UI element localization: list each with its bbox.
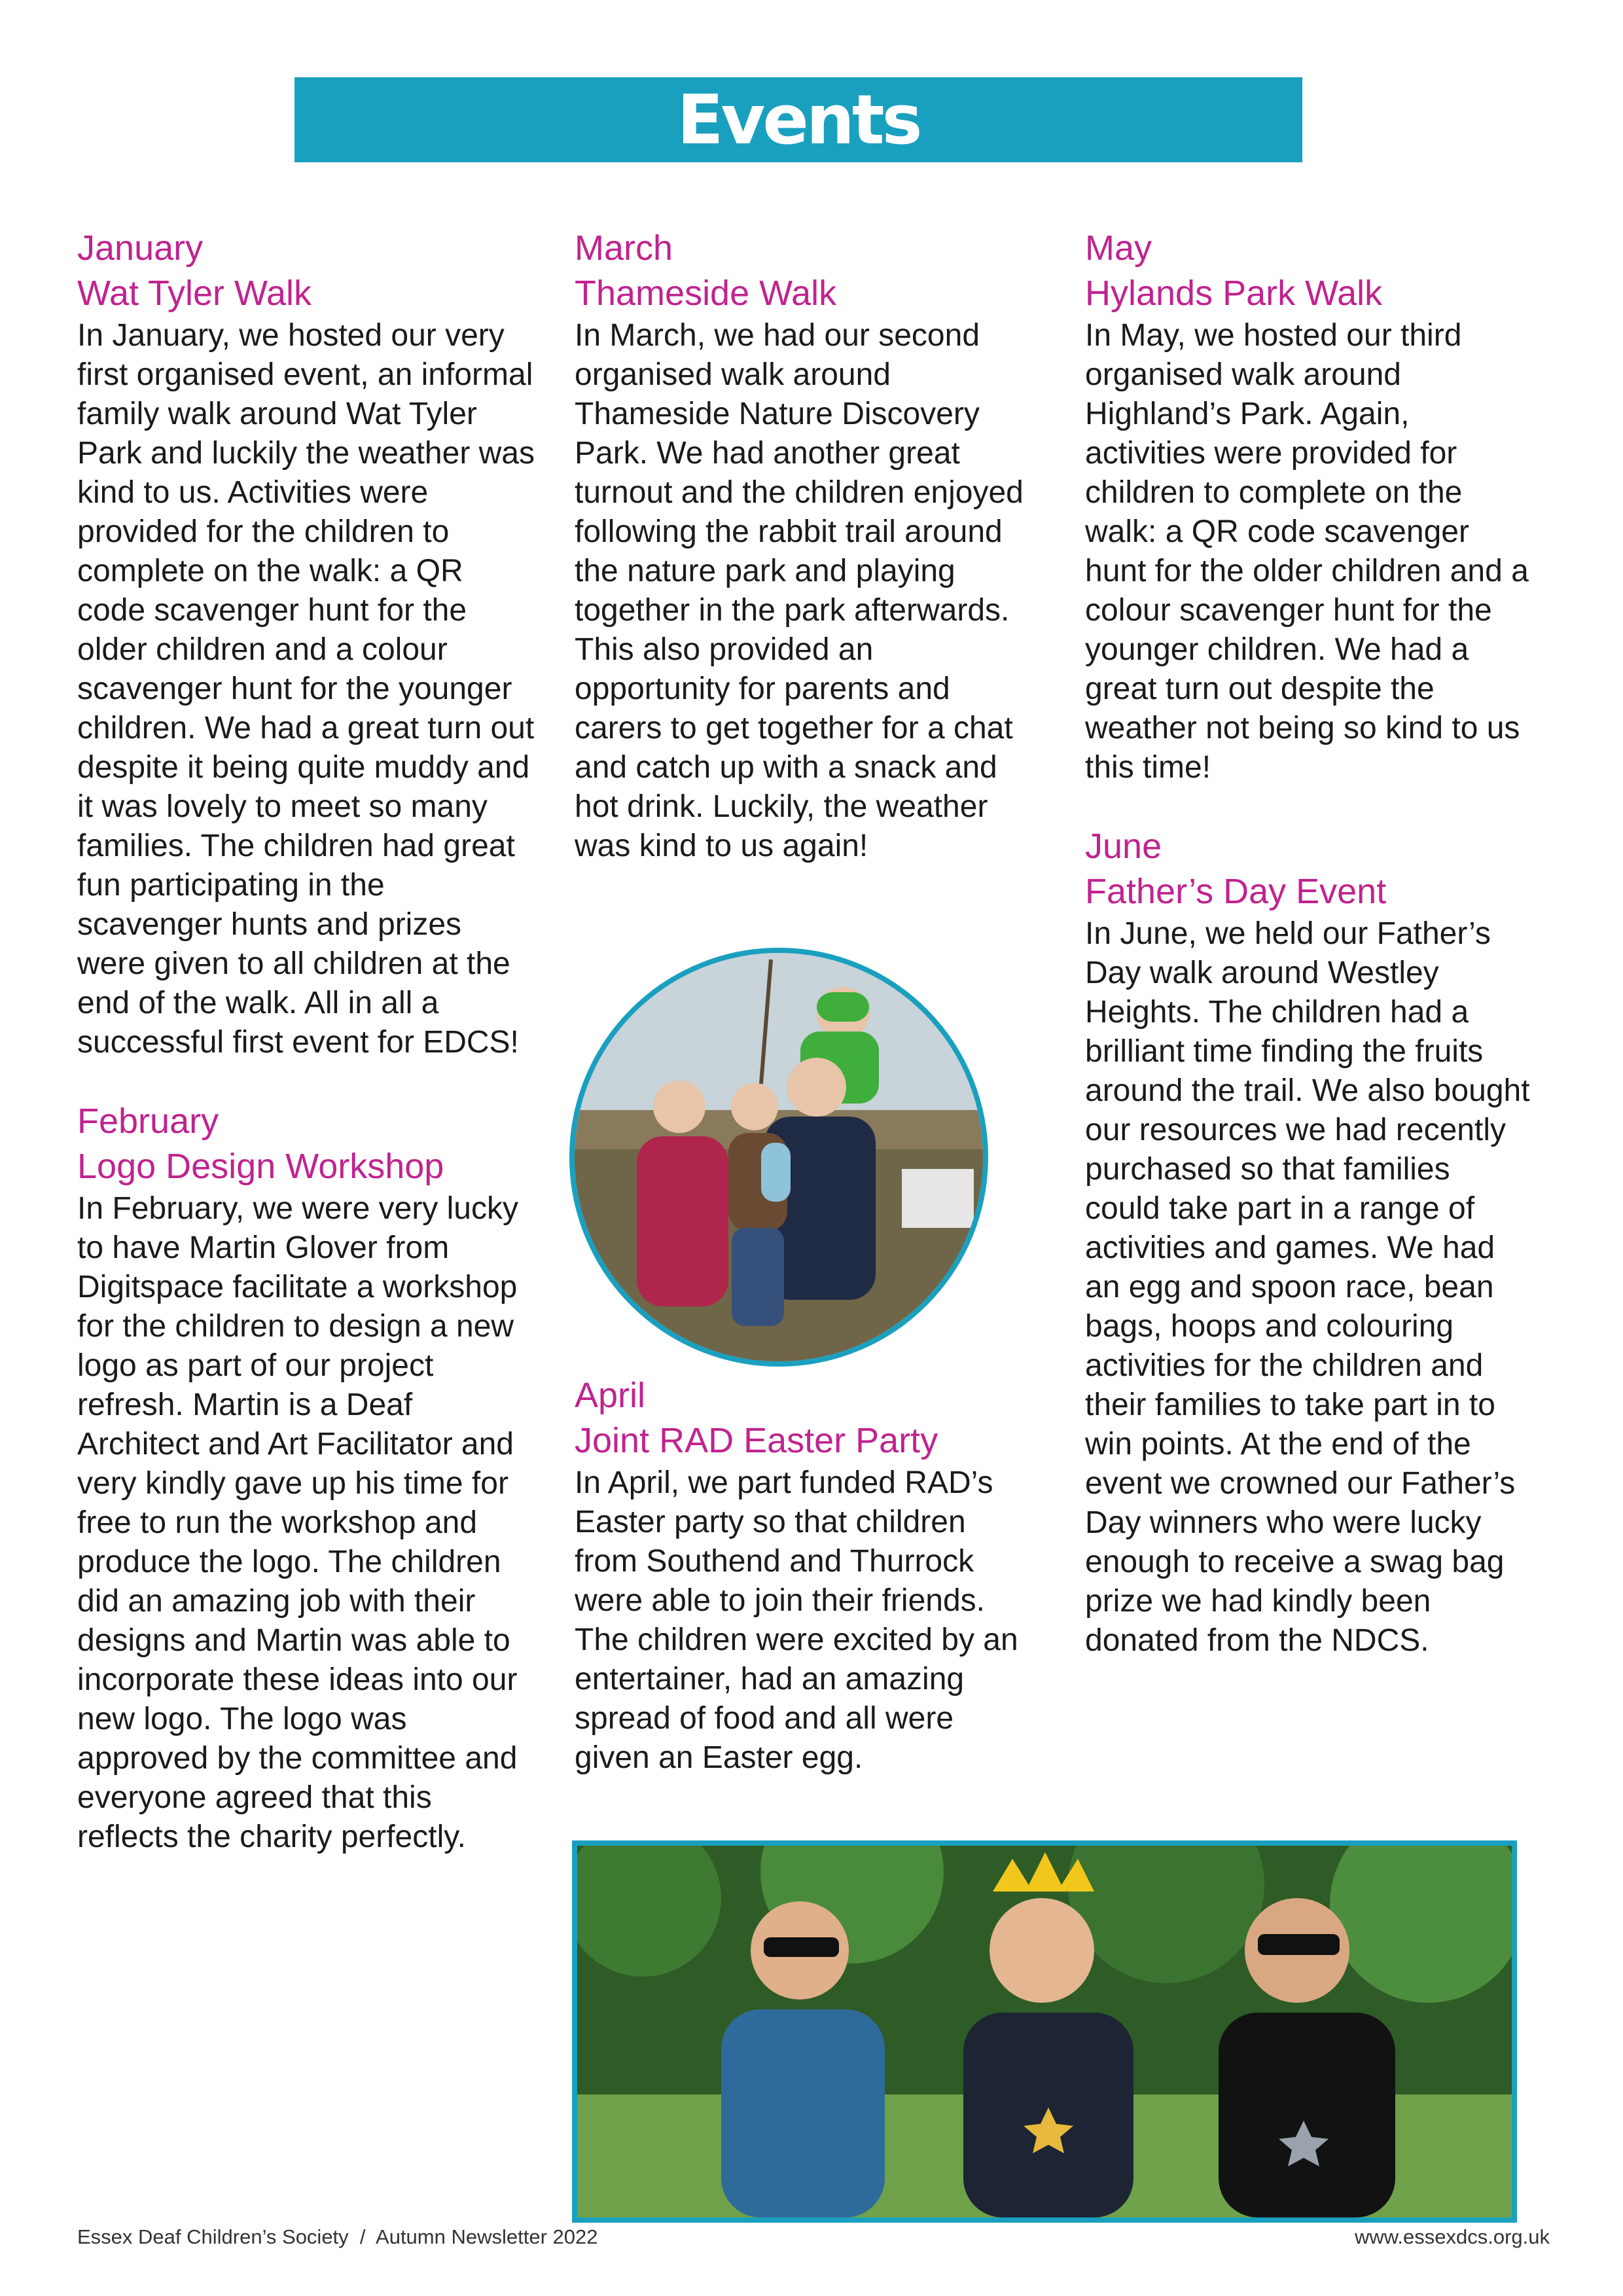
section-month: May <box>1085 228 1152 268</box>
section-body: In February, we were very lucky to have Martin Glover from Digitspace facilitate a workshop for the children to design a new logo as part of our project refresh. Martin is a Deaf Architect and Art Facilitator and very kindly gave up his time for free to run the workshop and produce the logo. The children did an amazing job with their designs and Martin was able to incorporate these ideas into our new logo. The logo was approved by the committee and everyone agreed that this reflects the charity perfectly. <box>77 1191 518 1854</box>
section-january <box>77 226 535 1062</box>
section-month: June <box>1085 827 1162 866</box>
section-month: April <box>575 1376 646 1415</box>
winners-photo <box>572 1840 1517 2223</box>
footer-publication: Essex Deaf Children’s Society / Autumn Newsletter 2022 <box>77 2225 598 2248</box>
section-june <box>1085 824 1530 1660</box>
column-middle-lower <box>575 1373 1033 1814</box>
section-march <box>575 226 1033 866</box>
section-month: February <box>77 1102 219 1141</box>
section-body: In April, we part funded RAD’s Easter party so that children from Southend and Thurrock were able to join their friends. The children were excited by an entertainer, had an amazing spread of food and all were given an Easter egg. <box>575 1465 1018 1775</box>
column-middle <box>575 226 1033 903</box>
footer-website-link[interactable]: www.essexdcs.org.uk <box>1354 2225 1550 2248</box>
section-title: Joint RAD Easter Party <box>575 1421 938 1460</box>
column-right <box>1085 226 1530 1697</box>
section-february <box>77 1099 535 1857</box>
section-title: Thameside Walk <box>575 274 837 313</box>
page-title: Events <box>677 80 920 160</box>
section-body: In June, we held our Father’s Day walk around Westley Heights. The children had a brilliant time finding the fruits around the trail. We also bought our resources we had recently purchased so that families could take part in a range of activities and games. We had an egg and spoon race, bean bags, hoops and colouring activities for the children and their families to take part in to win points. At the end of the event we crowned our Father’s Day winners who were lucky enough to receive a swag bag prize we had kindly been donated from the NDCS. <box>1085 916 1530 1658</box>
winners-photo-illustration <box>577 1846 1512 2217</box>
section-month: March <box>575 228 673 268</box>
section-body: In March, we had our second organised walk around Thameside Nature Discovery Park. We had another great turnout and the children enjoyed following the rabbit trail around the nature park and playing together in the park afterwards. This also provided an opportunity for parents and carers to get together for a chat and catch up with a snack and hot drink. Luckily, the weather was kind to us again! <box>575 318 1024 863</box>
section-title: Hylands Park Walk <box>1085 274 1383 313</box>
column-left <box>77 226 535 1893</box>
events-banner <box>294 77 1302 162</box>
section-month: January <box>77 228 204 268</box>
section-april <box>575 1373 1033 1778</box>
section-may <box>1085 226 1530 787</box>
section-title: Logo Design Workshop <box>77 1147 444 1186</box>
section-title: Father’s Day Event <box>1085 872 1387 911</box>
section-title: Wat Tyler Walk <box>77 274 312 313</box>
family-photo-illustration <box>575 953 983 1361</box>
section-body: In May, we hosted our third organised walk around Highland’s Park. Again, activities were provided for children to complete on the walk: a QR code scavenger hunt for the older children and a colour scavenger hunt for the younger children. We had a great turn out despite the weather not being so kind to us this time! <box>1085 318 1529 785</box>
family-photo <box>569 948 988 1367</box>
section-body: In January, we hosted our very first organised event, an informal family walk around Wat Tyler Park and luckily the weather was kind to us. Activities were provided for the children to complete on the walk: a QR code scavenger hunt for the older children and a colour scavenger hunt for the younger children. We had a great turn out despite it being quite muddy and it was lovely to meet so many families. The children had great fun participating in the scavenger hunts and prizes were given to all children at the end of the walk. All in all a successful first event for EDCS! <box>77 318 535 1060</box>
